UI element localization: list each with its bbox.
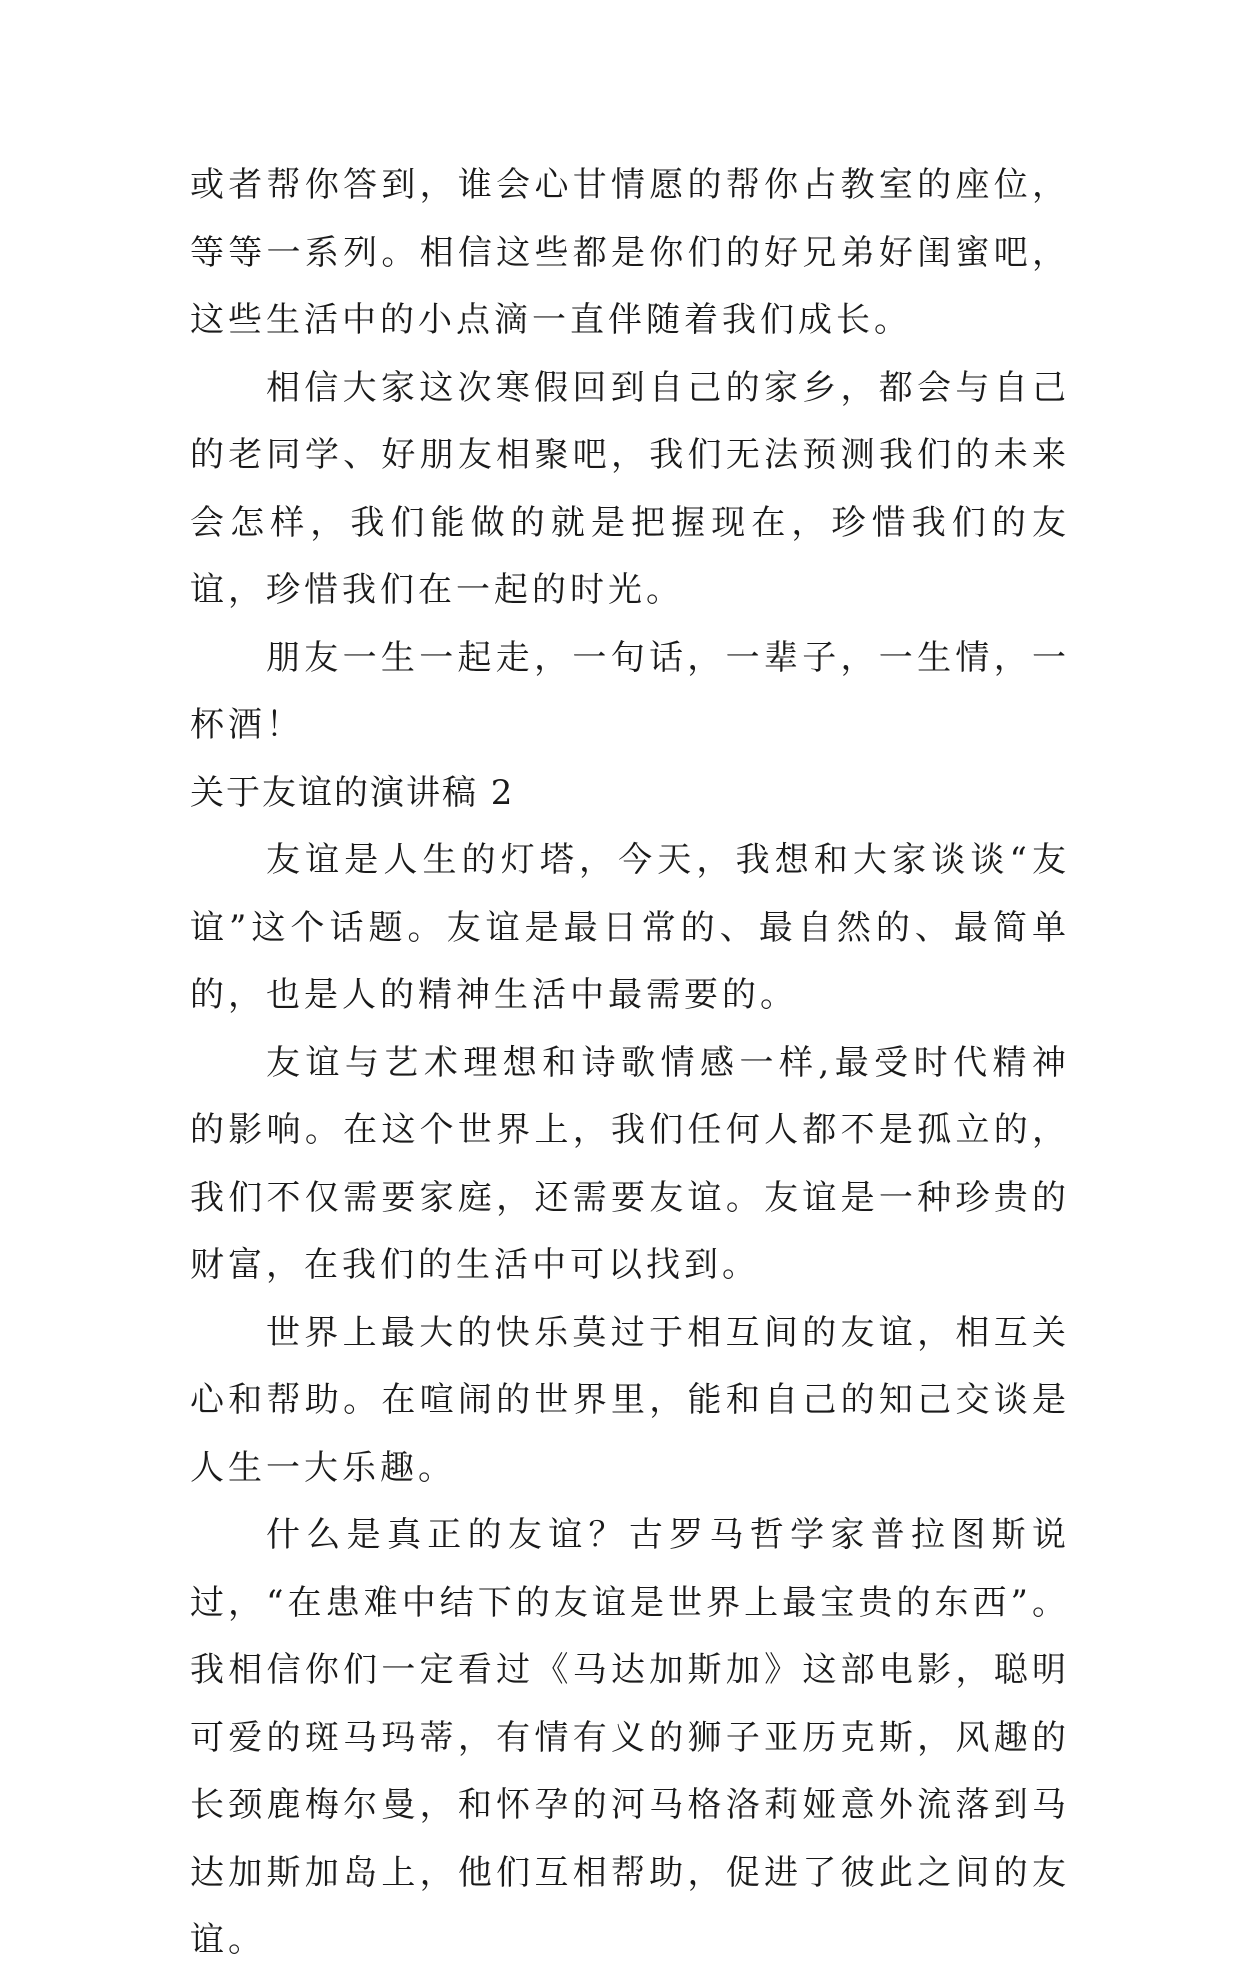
document-body [190, 152, 1070, 1975]
paragraph-era-spirit: 友谊与艺术理想和诗歌情感一样,最受时代精神的影响。在这个世界上，我们任何人都不是孤立的，我们不仅需要家庭，还需要友谊。友谊是一种珍贵的财富，在我们的生活中可以找到。 [190, 1042, 1070, 1285]
paragraph-continued: 或者帮你答到，谁会心甘情愿的帮你占教室的座位，等等一系列。相信这些都是你们的好兄弟好闺蜜吧，这些生活中的小点滴一直伴随着我们成长。 [190, 165, 1070, 340]
paragraph-greatest-joy: 世界上最大的快乐莫过于相互间的友谊，相互关心和帮助。在喧闹的世界里，能和自己的知己交谈是人生一大乐趣。 [190, 1312, 1070, 1488]
paragraph-friends-together: 朋友一生一起走，一句话，一辈子，一生情，一杯酒！ [190, 637, 1070, 745]
paragraph-true-friendship: 什么是真正的友谊？古罗马哲学家普拉图斯说过，“在患难中结下的友谊是世界上最宝贵的东西”。我相信你们一定看过《马达加斯加》这部电影，聪明可爱的斑马玛蒂，有情有义的狮子亚历克斯，风趣的长颈鹿梅尔曼，和怀孕的河马格洛莉娅意外流落到马达加斯加岛上，他们互相帮助，促进了彼此之间的友谊。 [190, 1515, 1070, 1960]
paragraph-reunion: 相信大家这次寒假回到自己的家乡，都会与自己的老同学、好朋友相聚吧，我们无法预测我们的未来会怎样，我们能做的就是把握现在，珍惜我们的友谊，珍惜我们在一起的时光。 [190, 367, 1070, 610]
paragraph-lighthouse: 友谊是人生的灯塔，今天，我想和大家谈谈“友谊”这个话题。友谊是最日常的、最自然的、最简单的，也是人的精神生活中最需要的。 [190, 840, 1070, 1015]
section-heading: 关于友谊的演讲稿 2 [190, 772, 515, 813]
